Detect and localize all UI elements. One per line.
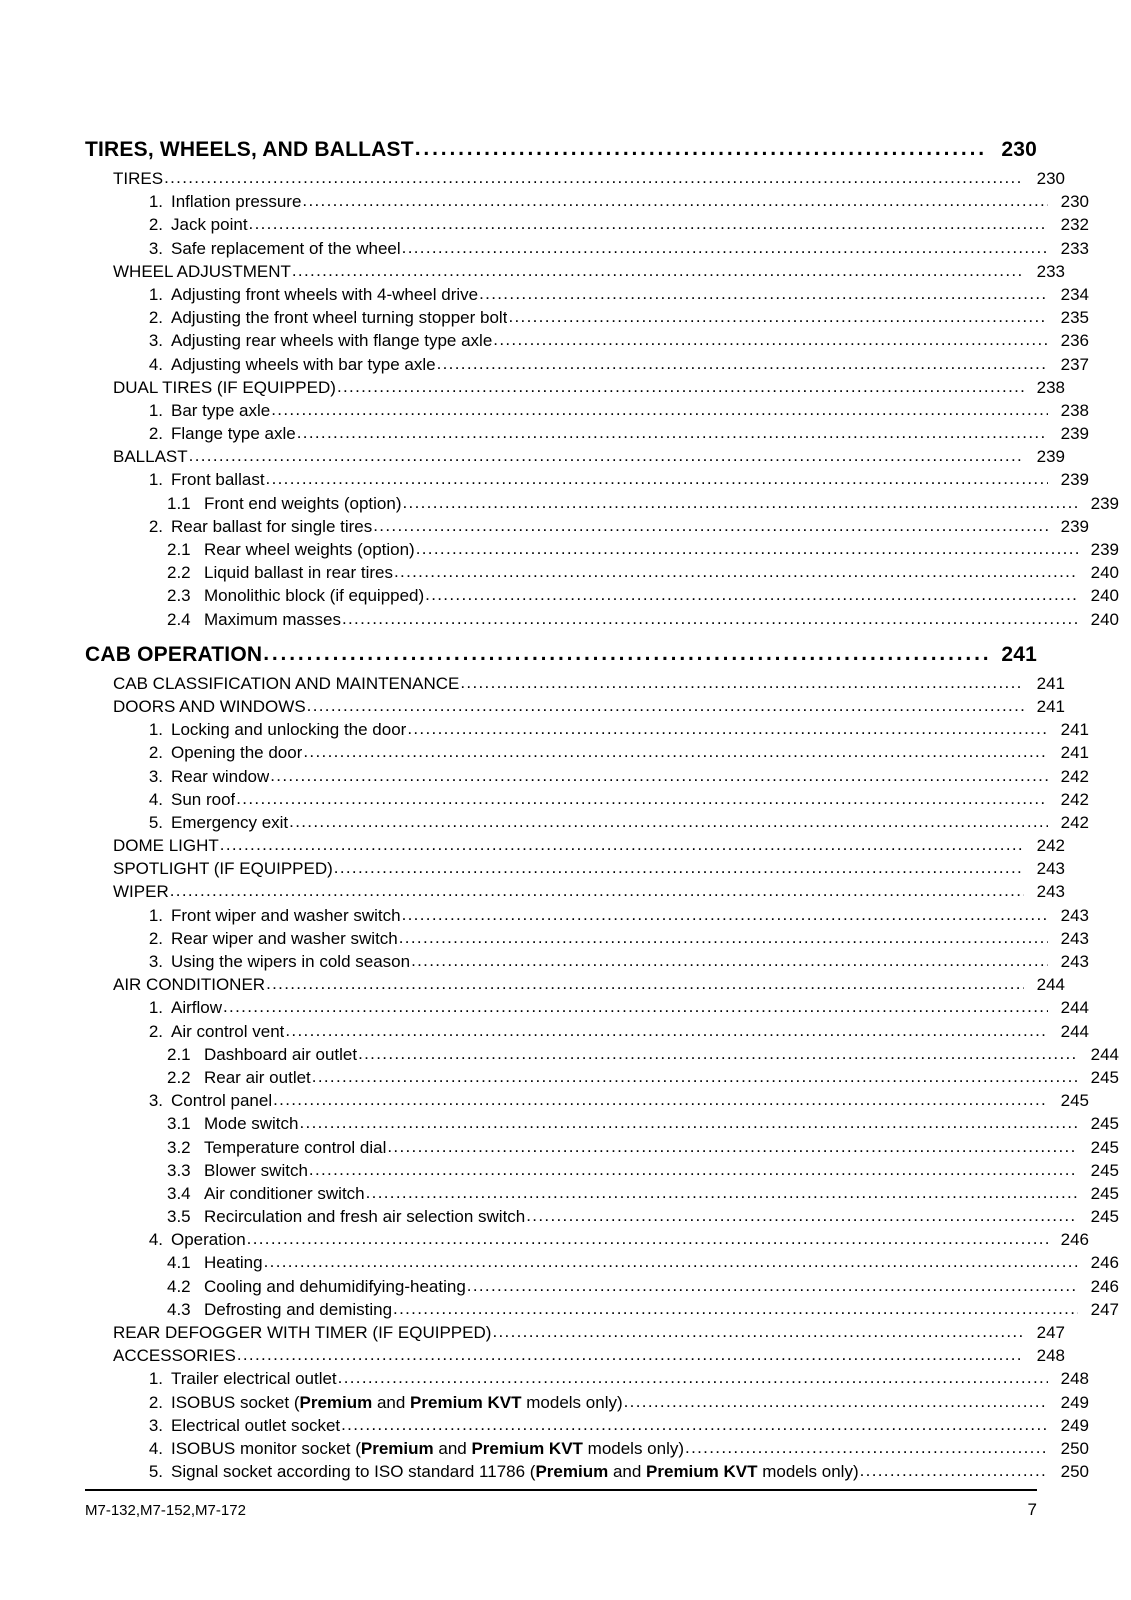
toc-page-number: 239 [1036, 447, 1065, 467]
toc-page-number: 245 [1060, 1091, 1089, 1111]
toc-section-row[interactable] [113, 975, 1065, 998]
toc-item-number: 2. [148, 308, 163, 328]
toc-item-number: 5. [148, 812, 163, 832]
toc-item-number: 4. [148, 789, 163, 809]
toc-chapter-row[interactable] [85, 138, 1037, 169]
toc-entry-label: Liquid ballast in rear tires [204, 563, 393, 583]
toc-item-number: 1. [148, 192, 163, 212]
toc-item-number: 4.1 [167, 1253, 191, 1273]
dot-leader [685, 1438, 1048, 1458]
toc-entry-label: Air control vent [171, 1021, 285, 1041]
toc-entry-label: Front wiper and washer switch [171, 905, 401, 925]
toc-entry-label: Electrical outlet socket [171, 1415, 341, 1435]
toc-item-number: 2. [148, 743, 163, 763]
toc-page-number: 243 [1036, 859, 1065, 879]
toc-entry-label: ACCESSORIES [113, 1346, 236, 1366]
toc-item-number: 2.1 [167, 540, 191, 559]
dot-leader [292, 261, 1024, 281]
plain-text: models only) [757, 1462, 859, 1482]
toc-page-number: 239 [1060, 424, 1089, 444]
plain-text: ISOBUS socket ( [171, 1392, 300, 1412]
toc-item-number: 2.3 [167, 586, 191, 606]
dot-leader [358, 1044, 1078, 1064]
toc-page-number: 249 [1060, 1415, 1089, 1435]
toc-page-number: 239 [1090, 493, 1119, 513]
dot-leader [264, 1252, 1078, 1272]
toc-item-number: 2. [148, 516, 163, 536]
dot-leader [402, 905, 1048, 925]
plain-text: and [372, 1392, 411, 1412]
toc-entry-label: Safe replacement of the wheel [171, 238, 401, 258]
toc-entry-label: Air conditioner switch [204, 1183, 365, 1203]
toc-item-number: 3.2 [167, 1137, 191, 1157]
dot-leader [493, 330, 1048, 350]
toc-section-row[interactable] [113, 697, 1065, 720]
toc-page-number: 243 [1060, 928, 1089, 948]
toc-page-number: 247 [1090, 1299, 1119, 1319]
toc-page-number: 240 [1090, 586, 1119, 606]
dot-leader [373, 516, 1048, 536]
toc-item-number: 2.1 [167, 1044, 191, 1064]
toc-entry-label: Using the wipers in cold season [171, 952, 411, 971]
toc-section-row[interactable] [113, 674, 1065, 697]
toc-item-row[interactable] [167, 1068, 1119, 1091]
toc-entry-label: Control panel [171, 1091, 273, 1111]
toc-item-row[interactable] [137, 790, 1089, 813]
toc-entry-label: Dashboard air outlet [204, 1044, 358, 1064]
dot-leader [266, 974, 1024, 994]
toc-item-row[interactable] [167, 494, 1119, 517]
toc-item-number: 3. [148, 238, 163, 258]
toc-item-row[interactable] [137, 929, 1089, 952]
dot-leader [860, 1461, 1048, 1481]
toc-item-row[interactable] [137, 1416, 1089, 1439]
toc-item-row[interactable] [167, 1300, 1119, 1323]
toc-entry-label: Airflow [171, 998, 223, 1018]
toc-item-number: 1.1 [167, 493, 191, 513]
toc-page-number: 243 [1060, 952, 1089, 971]
dot-leader [334, 858, 1024, 878]
dot-leader [270, 766, 1048, 786]
toc-entry-label: DUAL TIRES (IF EQUIPPED) [113, 377, 336, 397]
toc-section-row[interactable] [113, 1346, 1065, 1369]
toc-item-row[interactable] [137, 285, 1089, 308]
emphasis-text: Premium [299, 1392, 373, 1412]
dot-leader [526, 1206, 1078, 1226]
toc-chapter-row[interactable] [85, 643, 1037, 674]
toc-item-row[interactable] [167, 1253, 1119, 1276]
toc-entry-label: Cooling and dehumidifying-heating [204, 1276, 466, 1296]
toc-page-number: 242 [1060, 766, 1089, 786]
toc-item-number: 1. [148, 720, 163, 740]
toc-page-number: 243 [1060, 905, 1089, 925]
toc-entry-label: BALLAST [113, 447, 188, 467]
toc-item-row[interactable] [167, 610, 1119, 633]
toc-item-row[interactable] [167, 540, 1119, 563]
toc-page-number: 230 [1036, 169, 1065, 188]
toc-page-number: 233 [1060, 238, 1089, 258]
dot-leader [415, 137, 988, 161]
toc-page-number: 245 [1090, 1160, 1119, 1180]
toc-entry-label: Rear ballast for single tires [171, 516, 373, 536]
dot-leader [266, 469, 1048, 489]
dot-leader [437, 354, 1048, 374]
toc-entry-label: Rear air outlet [204, 1067, 311, 1087]
toc-item-row[interactable] [167, 1277, 1119, 1300]
dot-leader [223, 997, 1048, 1017]
toc-item-number: 3.3 [167, 1160, 191, 1180]
toc-section-row[interactable] [113, 447, 1065, 470]
toc-page-number: 235 [1060, 308, 1089, 328]
toc-item-row[interactable] [167, 1138, 1119, 1161]
toc-page-number: 241 [1001, 642, 1037, 666]
dot-leader [403, 493, 1079, 513]
toc-page-number: 241 [1036, 673, 1065, 693]
toc-page-number: 248 [1036, 1346, 1065, 1366]
toc-entry-label: Adjusting the front wheel turning stopper bolt [171, 308, 508, 328]
plain-text: Signal socket according to ISO standard 11786 ( [171, 1462, 536, 1482]
toc-entry-label: Monolithic block (if equipped) [204, 586, 425, 606]
toc-entry-label: Jack point [171, 215, 248, 235]
toc-page-number: 250 [1060, 1438, 1089, 1458]
toc-entry-label: Defrosting and demisting [204, 1299, 393, 1319]
toc-item-row[interactable] [137, 998, 1089, 1021]
toc-item-row[interactable] [137, 906, 1089, 929]
plain-text: ISOBUS monitor socket ( [171, 1438, 361, 1458]
toc-page-number: 244 [1036, 975, 1065, 995]
dot-leader [402, 238, 1048, 258]
toc-item-row[interactable] [137, 424, 1089, 447]
toc-entry-label: Bar type axle [171, 400, 271, 420]
toc-page-number: 244 [1090, 1044, 1119, 1064]
dot-leader [624, 1392, 1048, 1412]
toc-item-number: 2.2 [167, 1067, 191, 1087]
toc-entry-label: TIRES [113, 169, 164, 188]
toc-item-number: 4.2 [167, 1276, 191, 1296]
toc-item-number: 3. [148, 1091, 163, 1111]
dot-leader [467, 1276, 1078, 1296]
toc-item-number: 5. [148, 1462, 163, 1482]
toc-item-number: 3.1 [167, 1114, 191, 1134]
toc-item-row[interactable] [137, 239, 1089, 262]
toc-item-row[interactable] [167, 563, 1119, 586]
toc-page-number: 239 [1060, 470, 1089, 490]
emphasis-text: Premium KVT [646, 1462, 758, 1482]
toc-item-number: 3. [148, 952, 163, 971]
toc-item-number: 2. [148, 928, 163, 948]
toc-entry-label: AIR CONDITIONER [113, 975, 266, 995]
toc-page-number: 244 [1060, 998, 1089, 1018]
dot-leader [303, 742, 1048, 762]
dot-leader [285, 1021, 1048, 1041]
toc-section-row[interactable] [113, 262, 1065, 285]
toc-item-row[interactable] [137, 952, 1089, 975]
page-footer [85, 1500, 1037, 1520]
toc-item-number: 2. [148, 215, 163, 235]
toc-page-number: 250 [1060, 1462, 1089, 1482]
toc-entry-label: Rear wiper and washer switch [171, 928, 398, 948]
toc-entry-label: DOME LIGHT [113, 836, 219, 856]
toc-item-row[interactable] [137, 1091, 1089, 1114]
toc-page-number: 237 [1060, 354, 1089, 374]
toc-entry-label: Recirculation and fresh air selection switch [204, 1207, 526, 1227]
toc-entry-label: CAB CLASSIFICATION AND MAINTENANCE [113, 673, 460, 693]
toc-item-row[interactable] [137, 308, 1089, 331]
toc-item-row[interactable] [167, 1207, 1119, 1230]
table-of-contents [85, 138, 1119, 1485]
toc-page-number: 248 [1060, 1369, 1089, 1389]
toc-entry-label: Inflation pressure [171, 192, 302, 212]
toc-section-row[interactable] [113, 882, 1065, 905]
toc-item-row[interactable] [167, 1045, 1119, 1068]
toc-item-number: 2.4 [167, 609, 191, 629]
toc-item-number: 1. [148, 400, 163, 420]
toc-item-row[interactable] [137, 1439, 1089, 1462]
toc-item-number: 3.4 [167, 1183, 191, 1203]
toc-page-number: 242 [1060, 812, 1089, 832]
toc-entry-label: Maximum masses [204, 609, 341, 629]
dot-leader [425, 585, 1078, 605]
toc-item-number: 4. [148, 1438, 163, 1458]
dot-leader [189, 446, 1024, 466]
toc-item-row[interactable] [137, 720, 1089, 743]
toc-entry-label: Operation [171, 1230, 246, 1250]
toc-entry-label: WHEEL ADJUSTMENT [113, 261, 291, 281]
toc-page-number: 238 [1036, 377, 1065, 397]
footer-model-numbers: M7-132,M7-152,M7-172 [85, 1502, 246, 1519]
toc-item-row[interactable] [137, 1393, 1089, 1416]
toc-entry-label: DOORS AND WINDOWS [113, 696, 306, 716]
toc-entry-label: Flange type axle [171, 424, 296, 444]
toc-item-number: 3. [148, 1415, 163, 1435]
plain-text: models only) [521, 1392, 623, 1412]
dot-leader [307, 696, 1024, 716]
toc-page-number: 240 [1090, 563, 1119, 583]
dot-leader [220, 835, 1024, 855]
dot-leader [366, 1183, 1078, 1203]
toc-page-number: 236 [1060, 331, 1089, 351]
toc-page-number: 246 [1090, 1253, 1119, 1273]
dot-leader [416, 539, 1078, 559]
toc-entry-label: Adjusting front wheels with 4-wheel drive [171, 284, 479, 304]
toc-entry-label: Adjusting wheels with bar type axle [171, 354, 436, 374]
dot-leader [309, 1160, 1078, 1180]
toc-item-number: 4. [148, 354, 163, 374]
toc-entry-label: Rear window [171, 766, 270, 786]
toc-entry-label [171, 1462, 859, 1482]
dot-leader [271, 400, 1048, 420]
emphasis-text: Premium [360, 1438, 434, 1458]
dot-leader [237, 1345, 1024, 1365]
toc-item-row[interactable] [137, 517, 1089, 540]
toc-section-row[interactable] [113, 378, 1065, 401]
toc-item-row[interactable] [167, 1184, 1119, 1207]
dot-leader [297, 423, 1048, 443]
toc-page-number: 239 [1060, 516, 1089, 536]
toc-page-number: 241 [1060, 743, 1089, 763]
toc-entry-label: Emergency exit [171, 812, 289, 832]
toc-item-number: 2. [148, 1392, 163, 1412]
dot-leader [460, 673, 1024, 693]
emphasis-text: Premium [535, 1462, 609, 1482]
dot-leader [479, 284, 1048, 304]
toc-page-number: 238 [1060, 400, 1089, 420]
dot-leader [247, 1229, 1048, 1249]
toc-item-row[interactable] [137, 331, 1089, 354]
plain-text: models only) [582, 1438, 685, 1458]
dot-leader [399, 928, 1048, 948]
dot-leader [338, 1368, 1048, 1388]
toc-item-number: 1. [148, 284, 163, 304]
toc-item-row[interactable] [137, 1462, 1089, 1485]
toc-entry-label: TIRES, WHEELS, AND BALLAST [85, 138, 414, 161]
toc-item-row[interactable] [137, 215, 1089, 238]
dot-leader [407, 719, 1048, 739]
dot-leader [164, 168, 1024, 188]
toc-item-number: 1. [148, 905, 163, 925]
toc-entry-label: REAR DEFOGGER WITH TIMER (IF EQUIPPED) [113, 1323, 492, 1342]
toc-page-number: 239 [1090, 540, 1119, 559]
dot-leader [393, 1299, 1078, 1319]
toc-entry-label: Heating [204, 1253, 263, 1273]
toc-item-number: 1. [148, 1369, 163, 1389]
emphasis-text: Premium KVT [471, 1438, 583, 1458]
toc-entry-label: Rear wheel weights (option) [204, 540, 415, 559]
toc-item-row[interactable] [137, 813, 1089, 836]
toc-page-number: 241 [1060, 720, 1089, 740]
toc-item-row[interactable] [137, 767, 1089, 790]
toc-item-row[interactable] [167, 1114, 1119, 1137]
footer-page-number: 7 [1027, 1500, 1037, 1519]
toc-page-number: 234 [1060, 284, 1089, 304]
toc-page-number: 246 [1060, 1230, 1089, 1250]
toc-entry-label: SPOTLIGHT (IF EQUIPPED) [113, 859, 333, 879]
toc-item-number: 3.5 [167, 1207, 191, 1227]
toc-item-number: 1. [148, 470, 163, 490]
dot-leader [236, 789, 1048, 809]
toc-entry-label: Adjusting rear wheels with flange type axle [171, 331, 493, 351]
toc-page-number: 243 [1036, 882, 1065, 902]
toc-item-row[interactable] [137, 192, 1089, 215]
toc-item-number: 2.2 [167, 563, 191, 583]
dot-leader [387, 1137, 1078, 1157]
toc-item-number: 3. [148, 766, 163, 786]
toc-item-row[interactable] [137, 1230, 1089, 1253]
toc-entry-label: Front ballast [171, 470, 265, 490]
dot-leader [263, 642, 988, 666]
toc-entry-label: Blower switch [204, 1160, 308, 1180]
dot-leader [312, 1067, 1078, 1087]
toc-item-row[interactable] [167, 586, 1119, 609]
toc-page-number: 233 [1036, 261, 1065, 281]
dot-leader [337, 377, 1024, 397]
toc-item-row[interactable] [167, 1161, 1119, 1184]
toc-item-number: 1. [148, 998, 163, 1018]
dot-leader [394, 562, 1078, 582]
dot-leader [411, 951, 1048, 971]
toc-page-number: 245 [1090, 1067, 1119, 1087]
toc-section-row[interactable] [113, 1323, 1065, 1346]
dot-leader [249, 214, 1048, 234]
toc-item-number: 3. [148, 331, 163, 351]
toc-entry-label: Opening the door [171, 743, 303, 763]
toc-page-number: 246 [1090, 1276, 1119, 1296]
toc-page-number: 247 [1036, 1323, 1065, 1342]
toc-page-number: 245 [1090, 1114, 1119, 1134]
toc-page-number: 245 [1090, 1137, 1119, 1157]
toc-page-number: 245 [1090, 1207, 1119, 1227]
toc-section-row[interactable] [113, 169, 1065, 192]
dot-leader [273, 1090, 1048, 1110]
plain-text: and [608, 1462, 647, 1482]
toc-page-number: 249 [1060, 1392, 1089, 1412]
dot-leader [170, 881, 1024, 901]
toc-page-number: 240 [1090, 609, 1119, 629]
toc-page-number: 242 [1060, 789, 1089, 809]
toc-item-number: 2. [148, 424, 163, 444]
toc-item-row[interactable] [137, 1369, 1089, 1392]
toc-item-row[interactable] [137, 743, 1089, 766]
toc-entry-label [171, 1439, 684, 1459]
toc-entry-label: CAB OPERATION [85, 642, 263, 666]
toc-item-row[interactable] [137, 355, 1089, 378]
toc-entry-label [171, 1393, 623, 1413]
toc-entry-label: Sun roof [171, 789, 236, 809]
toc-section-row[interactable] [113, 859, 1065, 882]
toc-entry-label: Trailer electrical outlet [171, 1369, 337, 1389]
toc-item-row[interactable] [137, 470, 1089, 493]
toc-entry-label: Mode switch [204, 1114, 299, 1134]
toc-page-number: 245 [1090, 1183, 1119, 1203]
toc-page-number: 244 [1060, 1021, 1089, 1041]
dot-leader [492, 1322, 1024, 1342]
toc-page-number: 242 [1036, 836, 1065, 856]
footer-divider [85, 1489, 1037, 1491]
emphasis-text: Premium KVT [410, 1392, 522, 1412]
dot-leader [342, 609, 1078, 629]
toc-page-number: 232 [1060, 215, 1089, 235]
toc-entry-label: Locking and unlocking the door [171, 720, 407, 740]
toc-item-number: 2. [148, 1021, 163, 1041]
toc-entry-label: Temperature control dial [204, 1137, 387, 1157]
toc-item-number: 4.3 [167, 1299, 191, 1319]
dot-leader [508, 307, 1048, 327]
toc-item-row[interactable] [137, 401, 1089, 424]
dot-leader [299, 1113, 1078, 1133]
toc-item-number: 4. [148, 1230, 163, 1250]
toc-entry-label: Front end weights (option) [204, 493, 402, 513]
plain-text: and [433, 1438, 472, 1458]
toc-page-number: 230 [1001, 138, 1037, 161]
toc-section-row[interactable] [113, 836, 1065, 859]
toc-page-number: 241 [1036, 696, 1065, 716]
dot-leader [341, 1415, 1048, 1435]
toc-item-row[interactable] [137, 1022, 1089, 1045]
toc-entry-label: WIPER [113, 882, 169, 902]
toc-page-number: 230 [1060, 192, 1089, 212]
dot-leader [289, 812, 1048, 832]
dot-leader [302, 191, 1048, 211]
